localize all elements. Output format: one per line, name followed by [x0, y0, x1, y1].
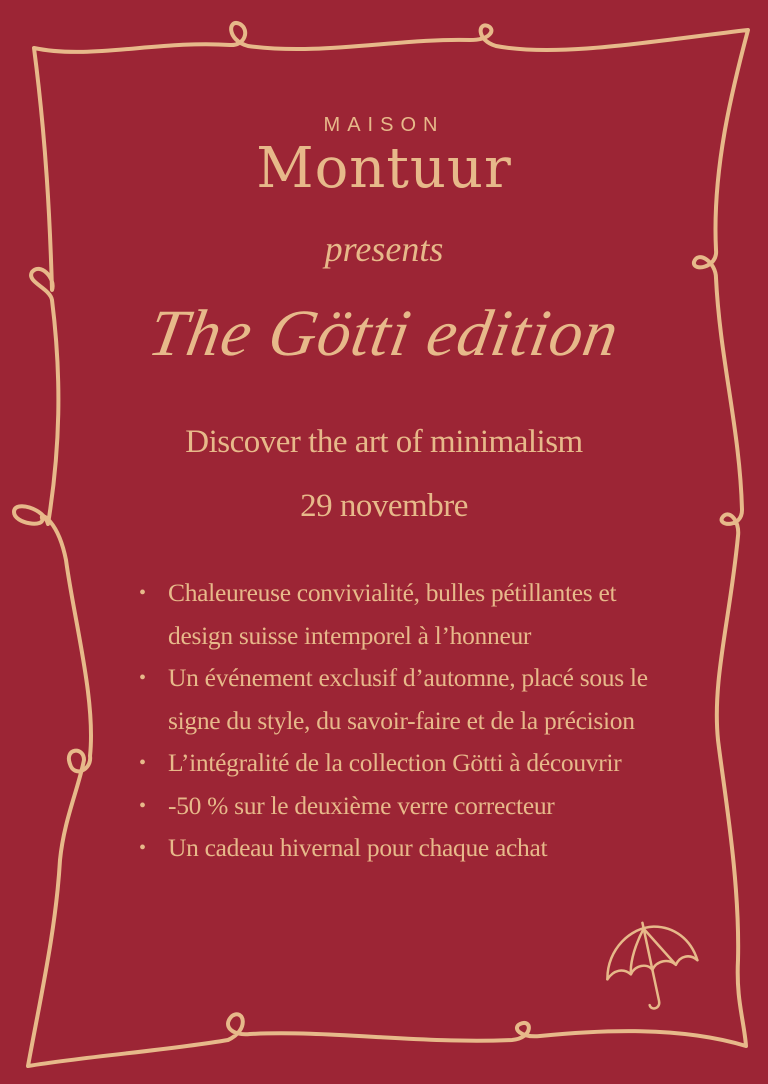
- list-item: [136, 742, 681, 785]
- list-item-text: -50 % sur le deuxième verre correcteur: [168, 790, 555, 820]
- bullet-icon: •: [139, 794, 146, 817]
- umbrella-icon: [596, 918, 706, 1018]
- list-item: [136, 572, 681, 657]
- bullet-icon: •: [139, 582, 146, 604]
- list-item-text: Chaleureuse convivialité, bulles pétillantes et design suisse intemporel à l’honneur: [168, 578, 617, 650]
- presents-label: presents: [324, 229, 444, 269]
- brand-eyebrow: MAISON: [323, 114, 445, 136]
- highlights-list: [136, 572, 681, 870]
- list-item-text: Un événement exclusif d’automne, placé sous le signe du style, du savoir-faire et de la précision: [168, 663, 648, 735]
- bullet-icon: •: [139, 837, 146, 859]
- bullet-icon: •: [139, 752, 146, 774]
- bullet-icon: •: [139, 667, 146, 689]
- list-item-text: L’intégralité de la collection Götti à découvrir: [168, 748, 622, 777]
- event-title: The Götti edition: [143, 297, 625, 370]
- list-item: [136, 657, 681, 742]
- list-item-text: Un cadeau hivernal pour chaque achat: [168, 833, 548, 862]
- list-item: [136, 827, 681, 870]
- list-item: [136, 785, 681, 828]
- brand-logo: Montuur: [256, 136, 512, 201]
- event-tagline: Discover the art of minimalism: [185, 424, 583, 460]
- event-date: 29 novembre: [300, 488, 468, 524]
